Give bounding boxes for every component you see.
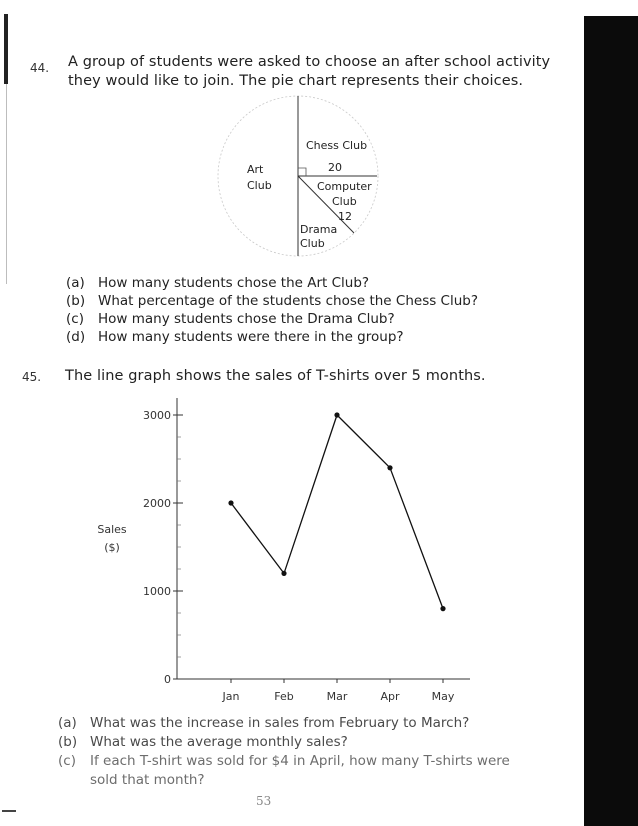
question-44-stem-line-1: A group of students were asked to choose an after school activity	[68, 54, 551, 70]
question-45c	[58, 752, 510, 770]
y-tick-label: 0	[164, 673, 171, 686]
question-44b-text: What percentage of the students chose the Chess Club?	[98, 293, 479, 309]
x-tick-label: Mar	[326, 690, 348, 703]
question-45b	[58, 733, 348, 751]
pie-label-chess: Chess Club	[306, 139, 368, 152]
pie-value-computer: 12	[338, 210, 352, 223]
left-margin-line	[6, 84, 7, 284]
pie-label-art-line-1: Art	[247, 163, 264, 176]
question-45-number: 45.	[22, 370, 42, 384]
question-45c-label: (c)	[58, 753, 76, 769]
pie-value-chess: 20	[328, 161, 342, 174]
question-45a-text: What was the increase in sales from February to March?	[90, 715, 470, 731]
chart-axes	[177, 398, 470, 679]
question-44d-text: How many students were there in the group?	[98, 329, 404, 345]
question-44c-label: (c)	[66, 311, 84, 327]
page-number: 53	[256, 794, 272, 808]
question-44-number: 44.	[30, 61, 50, 75]
question-45c-text: If each T-shirt was sold for $4 in April, how many T-shirts were	[90, 753, 510, 769]
question-44a-label: (a)	[66, 275, 85, 291]
question-44-stem-line-2: they would like to join. The pie chart represents their choices.	[68, 73, 524, 89]
pie-label-drama-line-1: Drama	[300, 223, 338, 236]
question-45b-text: What was the average monthly sales?	[90, 734, 348, 750]
pie-label-computer-line-2: Club	[332, 195, 357, 208]
y-axis-label-line-2: ($)	[104, 541, 120, 554]
question-44d-label: (d)	[66, 329, 86, 345]
page-binding-shadow	[584, 16, 638, 826]
x-tick-label: Feb	[274, 690, 294, 703]
question-45c-text-line-2: sold that month?	[90, 772, 205, 788]
corner-mark	[2, 810, 16, 812]
x-tick-label: Apr	[380, 690, 400, 703]
question-44a-text: How many students chose the Art Club?	[98, 275, 370, 291]
question-44c-text: How many students chose the Drama Club?	[98, 311, 395, 327]
data-point	[228, 500, 233, 505]
question-44a	[66, 274, 369, 292]
question-45a	[58, 714, 469, 732]
x-tick-label: May	[431, 690, 455, 703]
x-tick-label: Jan	[222, 690, 240, 703]
left-margin-rule	[4, 14, 8, 84]
right-angle-marker	[298, 168, 306, 176]
question-45-stem: The line graph shows the sales of T-shirts over 5 months.	[65, 368, 486, 384]
data-point	[334, 412, 339, 417]
question-45a-label: (a)	[58, 715, 77, 731]
question-45b-label: (b)	[58, 734, 78, 750]
question-44b	[66, 292, 478, 310]
y-axis-label-group	[97, 523, 127, 554]
question-44d	[66, 328, 404, 346]
pie-label-computer-line-1: Computer	[317, 180, 372, 193]
sales-line	[231, 415, 443, 609]
x-ticks	[222, 679, 455, 703]
data-point	[440, 606, 445, 611]
y-tick-label: 3000	[143, 409, 171, 422]
pie-label-drama-line-2: Club	[300, 237, 325, 250]
data-point	[281, 571, 286, 576]
question-44c	[66, 310, 395, 328]
y-axis-label-line-1: Sales	[97, 523, 127, 536]
pie-chart	[210, 88, 390, 264]
y-tick-label: 1000	[143, 585, 171, 598]
pie-label-art-line-2: Club	[247, 179, 272, 192]
sales-series	[228, 412, 445, 611]
line-chart	[0, 390, 520, 710]
question-44b-label: (b)	[66, 293, 86, 309]
data-point	[387, 465, 392, 470]
y-tick-label: 2000	[143, 497, 171, 510]
